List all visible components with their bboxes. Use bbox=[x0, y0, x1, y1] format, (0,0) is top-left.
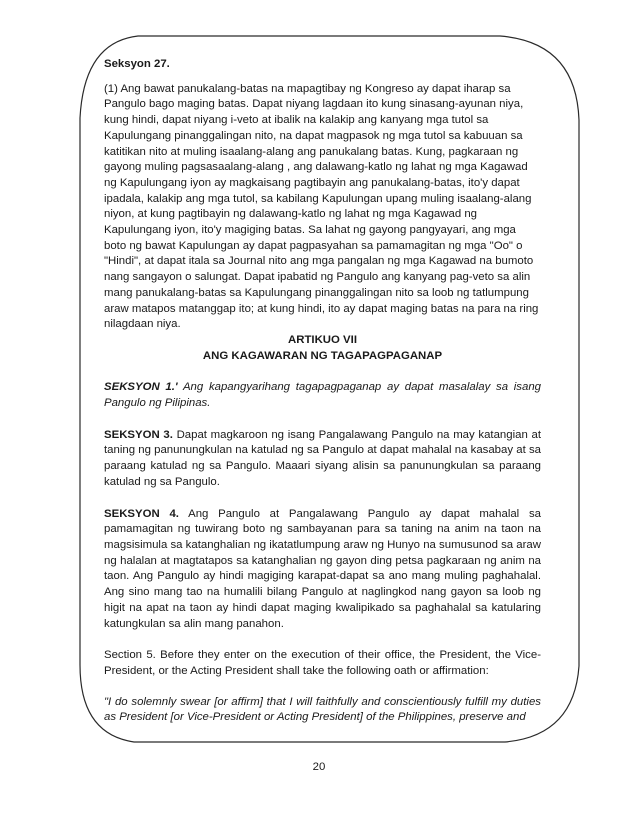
section-5-paragraph: Section 5. Before they enter on the execution of their office, the President, the Vice-President, or the Acting President shall take the following oath or affirmation: bbox=[104, 649, 541, 677]
section-27-heading: Seksyon 27. bbox=[104, 58, 170, 70]
article-number: ARTIKUO VII bbox=[288, 333, 357, 346]
page-number: 20 bbox=[312, 761, 326, 773]
oath-paragraph: "I do solemnly swear [or affirm] that I will faithfully and conscientiously fulfill my duties as President [or Vice-President or Acting President] of the Philippines, preserve and bbox=[104, 695, 541, 724]
article-title: ANG KAGAWARAN NG TAGAPAGPAGANAP bbox=[202, 349, 443, 362]
seksyon-4-text: Ang Pangulo at Pangalawang Pangulo ay dapat mahalal sa pamamagitan ng tuwirang boto ng sambayanan para sa taning na anim na taon na magsisimula sa katanghalian ng ikatatlumpung araw ng Hunyo na sumusunod sa araw ng halalan at magtatapos sa katanghalian ng gayon ding petsa pagkaraan ng anim na taon. Ang Pangulo ay hindi magiging karapat-dapat sa ano mang muling paghahalal. Ang sino mang tao na humalili bilang Pangulo at naglingkod nang gayon sa loob ng higit na apat na taon ay hindi dapat maging kwalipikado sa paghahalal sa katularing katungkulan sa alin mang panahon. bbox=[104, 507, 541, 630]
section-27-paragraph: (1) Ang bawat panukalang-batas na mapagtibay ng Kongreso ay dapat iharap sa Pangulo bago maging batas. Dapat niyang lagdaan ito kung sinasang-ayunan niya, kung hindi, dapat niyang i-veto at ibalik na kalakip ang kanyang mga tutol sa Kapulungang pinanggalingan nito, na dapat magpasok ng mga tutol sa kabuuan sa katitikan nito at muling isaalang-alang ang panukalang batas. Kung, pagkaraan ng gayong muling pagsasaalang-alang , ang dalawang-katlo ng lahat ng mga Kagawad ng Kapulungang iyon ay magkaisang pagtibayin ang panukalang-batas, ito'y dapat ipadala, kalakip ang mga tutol, sa kabilang Kapulungan upang muling isaalang-alang niyon, at kung pagtibayin ng dalawang-katlo ng lahat ng mga Kagawad ng Kapulungang iyon, ito'y magiging batas. Sa lahat ng gayong pangyayari, ang mga boto ng bawat Kapulungan ay dapat pagpasyahan sa pamamagitan ng mga "Oo" o "Hindi", at dapat itala sa Journal nito ang mga pangalan ng mga Kagawad na bumoto nang sangayon o salungat. Dapat ipabatid ng Pangulo ang kanyang pag-veto sa alin mang panukalang-batas sa Kapulungang pinanggalingan nito sa loob ng tatlumpung araw matapos matanggap ito; at kung hindi, ito ay dapat maging batas na para na ring nilagdaan niya. bbox=[104, 82, 539, 331]
seksyon-3-label: SEKSYON 3. bbox=[104, 428, 173, 441]
seksyon-3-paragraph bbox=[104, 428, 541, 491]
seksyon-4-label: SEKSYON 4. bbox=[104, 507, 179, 520]
document-body bbox=[104, 57, 541, 726]
seksyon-1-label: SEKSYON 1.' bbox=[104, 381, 178, 394]
seksyon-4-paragraph bbox=[104, 507, 541, 633]
seksyon-3-text: Dapat magkaroon ng isang Pangalawang Pangulo na may katangian at taning ng panunungkulan na katulad ng sa Pangulo at dapat mahalal na kasabay at sa paraang katulad ng sa Pangulo. Maaari siyang alisin sa panunungkulan sa paraang katulad ng sa Pangulo. bbox=[104, 428, 541, 488]
seksyon-1-text: Ang kapangyarihang tagapagpaganap ay dapat masalalay sa isang Pangulo ng Pilipinas. bbox=[104, 381, 541, 410]
seksyon-1-paragraph bbox=[104, 380, 541, 411]
